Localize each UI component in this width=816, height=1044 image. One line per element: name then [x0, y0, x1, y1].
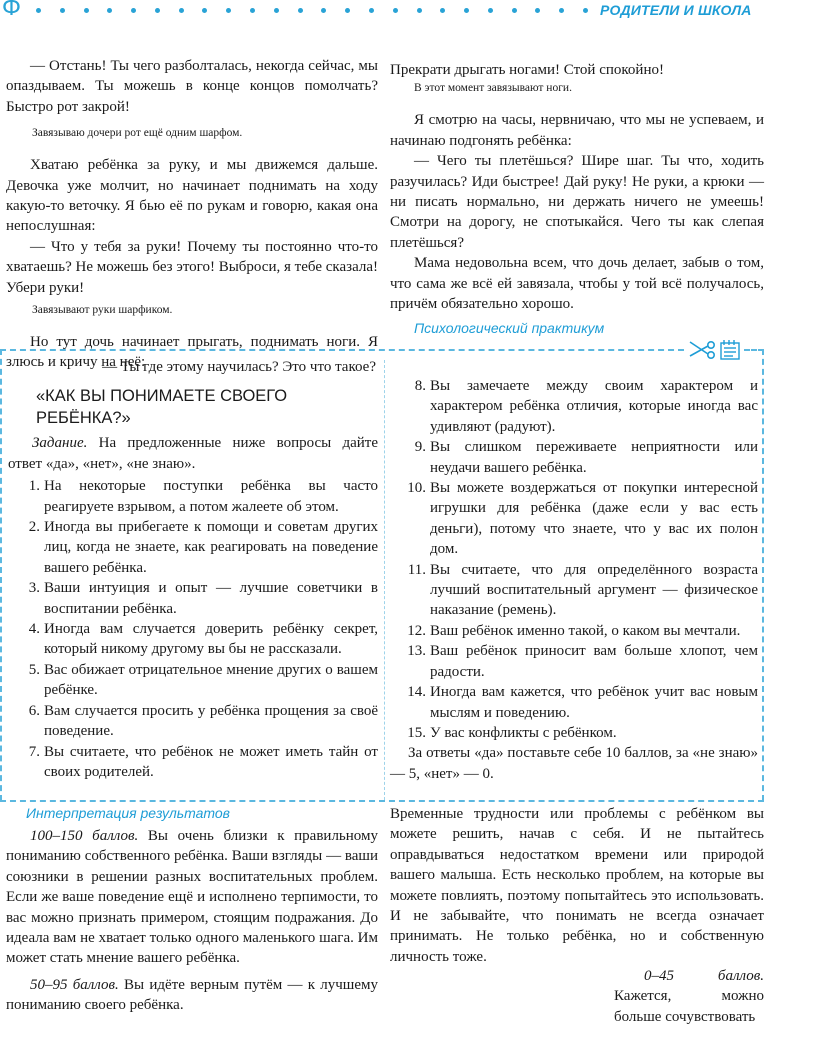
- result-paragraph: 50–95 баллов. Вы идёте верным путём — к лучшему пониманию своего ребёнка.: [6, 976, 378, 1014]
- story-right-column: [390, 60, 764, 314]
- quiz-right-column: [390, 376, 758, 784]
- question-text: Ваш ребёнок именно такой, о каком вы мечтали.: [430, 622, 741, 639]
- question-item: [394, 723, 758, 743]
- question-item: [8, 701, 378, 742]
- question-item: [394, 478, 758, 560]
- question-number: 13.: [407, 643, 426, 660]
- stage-note: В этот момент завязывают ноги.: [414, 82, 572, 95]
- paragraph: Но тут дочь начинает прыгать, поднимать ноги. Я злюсь и кричу на неё:: [6, 334, 378, 371]
- question-text: Вы замечаете между своим характером и характером ребёнка отличия, которые иногда вас удивляют (радуют).: [430, 378, 758, 435]
- logo-glyph: Ф: [2, 0, 21, 21]
- question-item: [394, 376, 758, 437]
- paragraph: — Отстань! Ты чего разболталась, некогда сейчас, мы опаздываем. Ты можешь в конце концов помолчать? Быстро рот закрой!: [6, 58, 378, 115]
- header-dots-divider: [36, 8, 588, 14]
- interpretation-left-column: [6, 826, 378, 1016]
- question-number: 10.: [407, 480, 426, 497]
- task-label: Задание.: [32, 435, 88, 452]
- result-paragraph: Временные трудности или проблемы с ребёнком вы можете решить, начав с себя. И не пытайтесь оправдываться недостатком времени или природой вашего малыша. Есть несколько проблем, на которые вы можете повлиять, поэтому попытайтесь это использовать. И не забывайте, что понимать не всегда означает принимать. Не только ребёнка, но и собственную личность тоже.: [390, 806, 764, 965]
- notepad-icon: [721, 340, 739, 359]
- scoring-rule: За ответы «да» поставьте себе 10 баллов, за «не знаю» — 5, «нет» — 0.: [390, 745, 758, 782]
- question-item: [8, 578, 378, 619]
- question-text: На некоторые поступки ребёнка вы часто реагируете взрывом, а потом жалеете об этом.: [44, 478, 378, 515]
- question-item: [8, 517, 378, 578]
- paragraph: Прекрати дрыгать ногами! Стой спокойно!: [390, 62, 664, 78]
- question-text: Вы слишком переживаете неприятности или неудачи вашего ребёнка.: [430, 439, 758, 476]
- cut-line-top: [0, 349, 684, 351]
- scissors-icon: [688, 337, 742, 363]
- question-item: [8, 619, 378, 660]
- stage-note: Завязываю дочери рот ещё одним шарфом.: [32, 127, 243, 140]
- question-text: Иногда вам случается доверить ребёнку секрет, который никому другому вы бы не рассказали.: [44, 621, 378, 658]
- quiz-left-column: [8, 357, 378, 782]
- question-number: 9.: [414, 439, 426, 456]
- score-range: 50–95 баллов.: [30, 976, 119, 993]
- quiz-title: «КАК ВЫ ПОНИМАЕТЕ СВОЕГО РЕБЁНКА?»: [36, 387, 288, 428]
- paragraph: Я смотрю на часы, нервничаю, что мы не успеваем, и начинаю подгонять ребёнка:: [390, 112, 764, 149]
- paragraph: Хватаю ребёнка за руку, и мы движемся дальше. Девочка уже молчит, но начинает поднимать на ходу какую-то веточку. Я бью её по рукам и говорю, какая она непослушная:: [6, 157, 378, 235]
- cut-line-bottom: [0, 800, 764, 802]
- question-number: 5.: [28, 661, 40, 678]
- story-left-column: [6, 56, 378, 373]
- question-number: 3.: [28, 580, 40, 597]
- question-text: Вы считаете, что для определённого возраста лучший воспитательный аргумент — физическое наказание (ремень).: [430, 561, 758, 619]
- paragraph: — Ты где этому научилась? Это что такое?: [102, 359, 376, 375]
- question-text: Ваши интуиция и опыт — лучшие советчики в воспитании ребёнка.: [44, 580, 378, 617]
- stage-note: Завязывают руки шарфиком.: [32, 304, 173, 317]
- practicum-heading: Психологический практикум: [414, 320, 605, 336]
- question-text: Вас обижает отрицательное мнение других о вашем ребёнке.: [44, 661, 378, 699]
- result-paragraph: [614, 966, 764, 1028]
- quiz-task: [8, 433, 378, 474]
- question-number: 14.: [407, 684, 426, 701]
- question-text: Иногда вам кажется, что ребёнок учит вас новым мыслям и поведению.: [430, 684, 758, 721]
- interpretation-heading: Интерпретация результатов: [26, 805, 230, 821]
- question-text: Вы можете воздержаться от покупки интересной игрушки для ребёнка (даже если у вас есть деньги), потому что знаете, что у вас их полон дом.: [430, 480, 758, 558]
- column-divider: [384, 360, 385, 800]
- score-range: 100–150 баллов.: [30, 828, 139, 844]
- cut-line-left: [0, 349, 2, 801]
- question-number: 8.: [414, 378, 426, 394]
- question-item: [394, 560, 758, 621]
- question-number: 7.: [28, 743, 40, 760]
- question-number: 12.: [407, 622, 426, 639]
- question-item: [8, 476, 378, 517]
- question-text: Ваш ребёнок приносит вам больше хлопот, чем радости.: [430, 643, 758, 680]
- question-list: [8, 476, 378, 782]
- score-range: 0–45 баллов.: [644, 968, 764, 984]
- section-title: РОДИТЕЛИ И ШКОЛА: [600, 2, 752, 18]
- question-item: [394, 641, 758, 682]
- cut-line-top-right: [744, 349, 764, 351]
- question-number: 1.: [28, 478, 40, 495]
- result-paragraph: 100–150 баллов. Вы очень близки к правильному пониманию собственного ребёнка. Ваши взгляды — ваши союзники в решении разных воспитательных проблем. Если же ваше поведение ещё и исполнено терпимости, то вас можно признать примером, стоящим подражания. До идеала вам не хватает только одного маленького шага. Им может стать мнение вашего ребёнка.: [6, 828, 379, 967]
- task-text: На предложенные ниже вопросы дайте ответ «да», «нет», «не знаю».: [8, 435, 378, 472]
- paragraph: — Что у тебя за руки! Почему ты постоянно что-то хватаешь? Не можешь без этого! Выброси, я тебе сказала! Убери руки!: [6, 238, 378, 296]
- paragraph: — Чего ты плетёшься? Шире шаг. Ты что, ходить разучилась? Иди быстрее! Дай руку! Не руки, а крюки — ни писать нормально, ни держать ничего не умеешь! Смотри на дорогу, не спотыкайся. Чего ты как слепая плетёшься?: [390, 153, 764, 251]
- question-item: [8, 742, 378, 783]
- question-item: [394, 682, 758, 723]
- question-number: 11.: [407, 561, 426, 578]
- question-text: Вы считаете, что ребёнок не может иметь тайн от своих родителей.: [44, 743, 378, 780]
- question-list: [394, 376, 758, 743]
- question-item: [394, 621, 758, 641]
- paragraph: Мама недовольна всем, что дочь делает, забыв о том, что сама же всё ей завязала, чтобы у той всё получалось, причём обязательно хорошо.: [390, 255, 764, 313]
- question-number: 6.: [28, 702, 40, 719]
- question-item: [8, 660, 378, 701]
- question-number: 2.: [28, 519, 40, 536]
- interpretation-right-column: [390, 804, 764, 967]
- question-text: Иногда вы прибегаете к помощи и советам других лиц, когда не знаете, как реагировать на поведение вашего ребёнка.: [44, 519, 378, 576]
- cut-line-right: [762, 349, 764, 801]
- question-number: 15.: [407, 724, 426, 741]
- question-item: [394, 437, 758, 478]
- question-number: 4.: [28, 621, 40, 638]
- question-text: Вам случается просить у ребёнка прощения за своё поведение.: [44, 702, 378, 740]
- result-text: Кажется, можно больше сочувствовать: [614, 988, 764, 1026]
- question-text: У вас конфликты с ребёнком.: [430, 724, 617, 741]
